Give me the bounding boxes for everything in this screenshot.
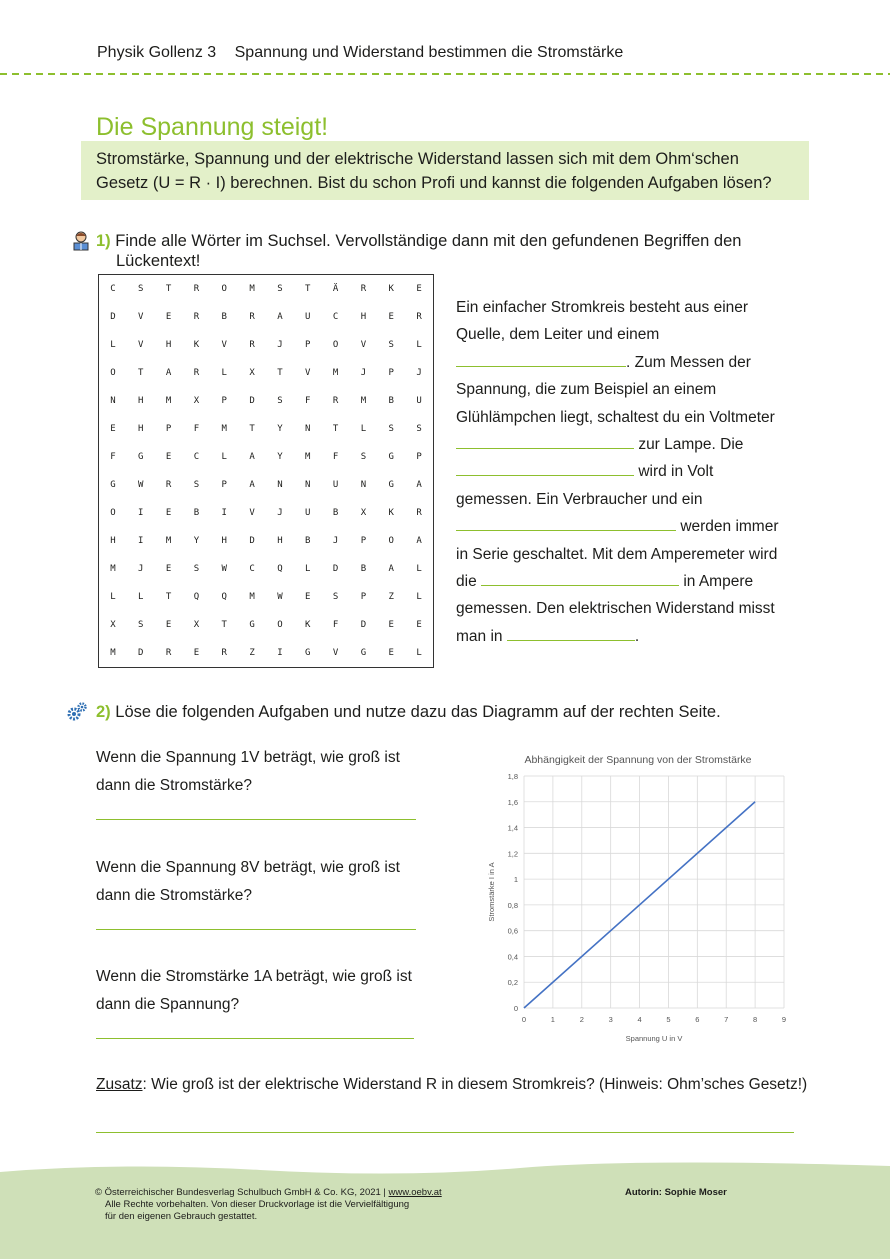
x-axis-label: Spannung U in V	[625, 1034, 683, 1043]
word-search-letter[interactable]: F	[110, 452, 116, 462]
word-search-letter[interactable]: L	[221, 452, 227, 462]
cloze-line: .	[634, 627, 640, 645]
word-search-letter[interactable]: J	[360, 368, 367, 378]
cloze-line: in Ampere	[683, 573, 754, 591]
word-search-letter[interactable]: D	[249, 396, 255, 406]
page-title: Die Spannung steigt!	[96, 113, 329, 141]
word-search-letter[interactable]: I	[138, 508, 144, 518]
word-search-letter[interactable]: P	[221, 396, 227, 406]
word-search-letter[interactable]: E	[165, 508, 172, 518]
word-search-letter[interactable]: D	[360, 620, 367, 630]
cloze-text	[456, 294, 796, 650]
x-tick-label: 6	[695, 1015, 700, 1024]
word-search-letter[interactable]: Q	[277, 564, 283, 574]
question-line: Wenn die Spannung 1V beträgt, wie groß ist	[96, 749, 400, 766]
answer-line[interactable]	[96, 1132, 794, 1133]
word-search-letter[interactable]: S	[138, 284, 144, 294]
word-search-letter[interactable]: D	[110, 312, 116, 322]
word-search-letter[interactable]: D	[332, 564, 339, 574]
word-search-letter[interactable]: J	[138, 564, 144, 574]
cloze-line: man in	[456, 627, 503, 645]
word-search-letter[interactable]: G	[305, 648, 311, 658]
word-search-letter[interactable]: V	[138, 312, 144, 322]
word-search-letter[interactable]: T	[305, 284, 311, 294]
word-search-letter[interactable]: H	[138, 396, 144, 406]
word-search-letter[interactable]: X	[110, 620, 116, 630]
word-search-letter[interactable]: P	[221, 480, 227, 490]
word-search-letter[interactable]: S	[360, 452, 367, 462]
word-search-letter[interactable]: S	[388, 340, 394, 350]
word-search-letter[interactable]: E	[165, 620, 172, 630]
word-search-letter[interactable]: L	[138, 592, 144, 602]
word-search-letter[interactable]: T	[249, 424, 255, 434]
word-search-letter[interactable]: B	[221, 312, 227, 322]
word-search-letter[interactable]: R	[249, 340, 255, 350]
header-topic: Spannung und Widerstand bestimmen die Stromstärke	[234, 44, 624, 61]
word-search-letter[interactable]: O	[277, 620, 283, 630]
intro-line-2: Gesetz (U = R · I) berechnen. Bist du schon Profi und kannst die folgenden Aufgaben lösen?	[96, 174, 772, 192]
word-search-letter[interactable]: F	[193, 424, 200, 434]
word-search-letter[interactable]: B	[360, 564, 367, 574]
footer-author: Autorin: Sophie Moser	[625, 1187, 727, 1198]
page-header	[97, 44, 623, 62]
word-search-letter[interactable]: L	[416, 592, 422, 602]
question-line: dann die Stromstärke?	[96, 777, 252, 794]
y-tick-label: 0,8	[507, 900, 518, 910]
word-search-letter[interactable]: V	[138, 340, 144, 350]
y-tick-label: 0,4	[507, 952, 518, 962]
word-search-letter[interactable]: T	[332, 424, 339, 434]
y-tick-label: 1,2	[507, 849, 518, 859]
y-tick-label: 0	[513, 1004, 518, 1013]
answer-line[interactable]	[96, 819, 416, 820]
word-search-letter[interactable]: U	[305, 312, 311, 322]
word-search-letter[interactable]: K	[388, 508, 394, 518]
word-search-letter[interactable]: E	[388, 648, 394, 658]
word-search-letter[interactable]: L	[416, 340, 422, 350]
word-search-letter[interactable]: B	[388, 396, 394, 406]
publisher-link[interactable]: www.oebv.at	[388, 1187, 442, 1198]
word-search-letter[interactable]: M	[305, 452, 311, 462]
word-search-letter[interactable]: P	[360, 592, 367, 602]
word-search-letter[interactable]: X	[193, 620, 200, 630]
word-search-letter[interactable]: V	[249, 508, 255, 518]
y-tick-label: 0,6	[507, 926, 518, 936]
word-search-letter[interactable]: L	[110, 340, 116, 350]
task2-text: Löse die folgenden Aufgaben und nutze dazu das Diagramm auf der rechten Seite.	[115, 703, 721, 721]
word-search-letter[interactable]: S	[277, 284, 283, 294]
word-search-letter[interactable]: L	[305, 564, 311, 574]
word-search-letter[interactable]: O	[332, 340, 339, 350]
word-search-letter[interactable]: X	[193, 396, 200, 406]
word-search-letter[interactable]: Z	[249, 648, 255, 658]
word-search-letter[interactable]: N	[360, 480, 367, 490]
cloze-line: . Zum Messen der	[626, 353, 751, 371]
word-search-letter[interactable]: R	[165, 648, 172, 658]
cloze-line: gemessen. Ein Verbraucher und ein	[456, 490, 703, 508]
word-search-letter[interactable]: F	[332, 452, 339, 462]
word-search-letter[interactable]: R	[165, 480, 172, 490]
word-search-letter[interactable]: G	[138, 452, 144, 462]
word-search-letter[interactable]: F	[305, 396, 311, 406]
x-tick-label: 4	[637, 1015, 642, 1024]
word-search-letter[interactable]: J	[332, 536, 339, 546]
word-search-letter[interactable]: P	[165, 424, 172, 434]
word-search-letter[interactable]: Q	[193, 592, 200, 602]
word-search-letter[interactable]: A	[388, 564, 394, 574]
word-search-letter[interactable]: R	[332, 396, 339, 406]
cloze-line: wird in Volt	[638, 463, 714, 481]
word-search-letter[interactable]: K	[193, 340, 200, 350]
word-search-letter[interactable]: A	[165, 368, 172, 378]
word-search-letter[interactable]: T	[221, 620, 227, 630]
word-search-letter[interactable]: M	[110, 648, 116, 658]
word-search-letter[interactable]: N	[277, 480, 283, 490]
x-tick-label: 5	[666, 1015, 671, 1024]
cloze-line: zur Lampe. Die	[638, 436, 744, 454]
word-search-letter[interactable]: N	[110, 396, 116, 406]
word-search-letter[interactable]: Z	[388, 592, 394, 602]
word-search-letter[interactable]: G	[388, 452, 394, 462]
word-search-letter[interactable]: R	[249, 312, 255, 322]
question-3	[96, 963, 426, 1019]
word-search-letter[interactable]: V	[221, 340, 227, 350]
y-tick-label: 1	[513, 875, 518, 885]
word-search-letter[interactable]: E	[305, 592, 311, 602]
word-search-letter[interactable]: A	[416, 480, 422, 490]
word-search-letter[interactable]: E	[165, 312, 172, 322]
word-search-letter[interactable]: M	[249, 592, 255, 602]
cloze-blank[interactable]	[456, 515, 676, 531]
word-search-letter[interactable]: T	[165, 284, 172, 294]
zusatz-question	[96, 1076, 807, 1094]
word-search-letter[interactable]: C	[249, 564, 255, 574]
student-reading-icon	[70, 230, 92, 252]
word-search-letter[interactable]: R	[416, 312, 422, 322]
word-search-letter[interactable]: E	[110, 424, 116, 434]
word-search-letter[interactable]: A	[277, 312, 283, 322]
word-search-letter[interactable]: M	[165, 396, 172, 406]
zusatz-label: Zusatz	[96, 1076, 143, 1093]
word-search-letter[interactable]: M	[249, 284, 255, 294]
x-tick-label: 0	[521, 1015, 527, 1024]
word-search-letter[interactable]: E	[388, 620, 394, 630]
word-search-letter[interactable]: G	[110, 480, 116, 490]
word-search-letter[interactable]: Ä	[332, 284, 339, 294]
word-search-letter[interactable]: H	[138, 424, 144, 434]
word-search-letter[interactable]: G	[388, 480, 394, 490]
word-search-letter[interactable]: L	[110, 592, 116, 602]
word-search-letter[interactable]: V	[305, 368, 311, 378]
word-search-letter[interactable]: R	[193, 368, 200, 378]
word-search-letter[interactable]: V	[360, 340, 367, 350]
word-search-letter[interactable]: B	[332, 508, 339, 518]
cloze-blank[interactable]	[456, 460, 634, 476]
word-search-letter[interactable]: M	[360, 396, 367, 406]
word-search-letter[interactable]: L	[360, 424, 367, 434]
word-search-letter[interactable]: A	[249, 452, 255, 462]
word-search-letter[interactable]: S	[193, 480, 200, 490]
word-search-letter[interactable]: W	[221, 564, 227, 574]
cloze-blank[interactable]	[456, 351, 626, 367]
word-search-letter[interactable]: J	[277, 508, 283, 518]
word-search-letter[interactable]: V	[332, 648, 339, 658]
word-search-letter[interactable]: M	[221, 424, 227, 434]
word-search-letter[interactable]: M	[110, 564, 116, 574]
word-search-letter[interactable]: M	[332, 368, 339, 378]
word-search-letter[interactable]: J	[277, 340, 283, 350]
word-search-letter[interactable]: S	[416, 424, 422, 434]
cloze-line: Spannung, die zum Beispiel an einem	[456, 381, 717, 399]
word-search-letter[interactable]: A	[416, 536, 422, 546]
cloze-blank[interactable]	[481, 570, 679, 586]
word-search-letter[interactable]: O	[221, 284, 227, 294]
x-tick-label: 7	[724, 1015, 729, 1024]
question-line: Wenn die Stromstärke 1A beträgt, wie groß ist	[96, 968, 412, 985]
cloze-line: gemessen. Den elektrischen Widerstand misst	[456, 600, 775, 618]
word-search-letter[interactable]: O	[110, 508, 116, 518]
word-search-letter[interactable]: X	[249, 368, 255, 378]
word-search-letter[interactable]: B	[305, 536, 311, 546]
question-2	[96, 854, 426, 910]
word-search-letter[interactable]: G	[249, 620, 255, 630]
word-search-letter[interactable]: U	[332, 480, 339, 490]
cloze-line: Ein einfacher Stromkreis besteht aus einer	[456, 299, 749, 316]
word-search-letter[interactable]: O	[110, 368, 116, 378]
word-search-letter[interactable]: D	[138, 648, 144, 658]
cloze-blank[interactable]	[456, 433, 634, 449]
word-search-letter[interactable]: I	[138, 536, 144, 546]
word-search-letter[interactable]: S	[388, 424, 394, 434]
word-search-letter[interactable]: E	[165, 564, 172, 574]
word-search-letter[interactable]: O	[388, 536, 394, 546]
word-search-grid	[98, 274, 434, 668]
word-search-letter[interactable]: K	[388, 284, 394, 294]
word-search-letter[interactable]: F	[332, 620, 339, 630]
y-tick-label: 1,8	[507, 772, 518, 781]
y-tick-label: 0,2	[507, 978, 518, 988]
word-search-letter[interactable]: E	[165, 452, 172, 462]
x-tick-label: 8	[753, 1015, 758, 1024]
word-search-letter[interactable]: Y	[193, 536, 200, 546]
word-search-letter[interactable]: H	[165, 340, 172, 350]
header-divider	[0, 72, 890, 76]
cloze-line: werden immer	[680, 518, 779, 536]
word-search-letter[interactable]: S	[332, 592, 339, 602]
question-line: Wenn die Spannung 8V beträgt, wie groß ist	[96, 859, 400, 876]
word-search-letter[interactable]: W	[138, 480, 144, 490]
word-search-letter[interactable]: T	[165, 592, 172, 602]
task1-line-2: Lückentext!	[116, 252, 201, 270]
word-search-letter[interactable]: P	[416, 452, 422, 462]
word-search-letter[interactable]: I	[277, 648, 283, 658]
word-search-letter[interactable]: N	[305, 480, 311, 490]
word-search-letter[interactable]: B	[193, 508, 200, 518]
x-tick-label: 2	[579, 1015, 584, 1024]
word-search-letter[interactable]: H	[360, 312, 367, 322]
task2-heading	[96, 702, 721, 722]
rights-line: Alle Rechte vorbehalten. Von dieser Druckvorlage ist die Vervielfältigung	[105, 1199, 410, 1210]
question-line: dann die Stromstärke?	[96, 887, 252, 904]
answer-line[interactable]	[96, 929, 416, 930]
gears-icon	[66, 701, 88, 723]
question-line: dann die Spannung?	[96, 996, 240, 1013]
footer-copyright	[95, 1187, 442, 1223]
word-search-letter[interactable]: E	[388, 312, 394, 322]
word-search-letter[interactable]: K	[305, 620, 311, 630]
x-tick-label: 3	[608, 1015, 613, 1024]
voltage-current-chart	[478, 744, 798, 1054]
chart-title: Abhängigkeit der Spannung von der Stromstärke	[524, 754, 752, 766]
word-search-letter[interactable]: H	[221, 536, 227, 546]
task1-heading	[96, 231, 741, 271]
x-tick-label: 9	[781, 1015, 787, 1024]
task1-line-1: Finde alle Wörter im Suchsel. Vervollständige dann mit den gefundenen Begriffen den	[115, 232, 742, 250]
task2-number: 2)	[96, 703, 111, 721]
word-search-letter[interactable]: R	[360, 284, 367, 294]
word-search-letter[interactable]: L	[416, 648, 422, 658]
word-search-letter[interactable]: C	[193, 452, 200, 462]
word-search-letter[interactable]: W	[277, 592, 283, 602]
cloze-line: Glühlämpchen liegt, schaltest du ein Voltmeter	[456, 408, 775, 426]
word-search-letter[interactable]: T	[277, 368, 283, 378]
answer-line[interactable]	[96, 1038, 414, 1039]
word-search-letter[interactable]: R	[221, 648, 227, 658]
cloze-blank[interactable]	[507, 625, 635, 641]
word-search-letter[interactable]: G	[360, 648, 367, 658]
word-search-letter[interactable]: Y	[277, 452, 283, 462]
intro-box	[81, 141, 809, 200]
word-search-letter[interactable]: P	[388, 368, 394, 378]
word-search-letter[interactable]: C	[110, 284, 116, 294]
word-search-letter[interactable]: D	[249, 536, 255, 546]
book-title: Physik Gollenz 3	[97, 44, 217, 61]
word-search-letter[interactable]: R	[193, 284, 200, 294]
zusatz-text: : Wie groß ist der elektrische Widerstand R in diesem Stromkreis? (Hinweis: Ohm’sches Gesetz!)	[142, 1076, 808, 1093]
word-search-letter[interactable]: I	[221, 508, 227, 518]
word-search-letter[interactable]: E	[416, 284, 422, 294]
question-1	[96, 744, 426, 800]
word-search-letter[interactable]: H	[110, 536, 116, 546]
intro-line-1: Stromstärke, Spannung und der elektrische Widerstand lassen sich mit dem Ohm‘schen	[96, 150, 739, 168]
y-tick-label: 1,4	[507, 823, 518, 833]
task1-number: 1)	[96, 232, 111, 250]
word-search-letter[interactable]: C	[332, 312, 339, 322]
x-tick-label: 1	[550, 1015, 555, 1024]
word-search-letter[interactable]: X	[360, 508, 367, 518]
word-search-letter[interactable]: S	[277, 396, 283, 406]
rights-line: für den eigenen Gebrauch gestattet.	[105, 1211, 258, 1222]
y-tick-label: 1,6	[507, 797, 518, 807]
word-search-letter[interactable]: L	[416, 564, 422, 574]
word-search-letter[interactable]: E	[416, 620, 422, 630]
word-search-letter[interactable]: P	[305, 340, 311, 350]
cloze-line: in Serie geschaltet. Mit dem Amperemeter wird	[456, 545, 778, 563]
cloze-line: Quelle, dem Leiter und einem	[456, 326, 660, 344]
word-search-letter[interactable]: S	[193, 564, 200, 574]
word-search-letter[interactable]: E	[193, 648, 200, 658]
word-search-letter[interactable]: Q	[221, 592, 227, 602]
word-search-letter[interactable]: S	[138, 620, 144, 630]
word-search-letter[interactable]: T	[138, 368, 144, 378]
word-search-letter[interactable]: H	[277, 536, 283, 546]
word-search-letter[interactable]: U	[416, 396, 422, 406]
word-search-letter[interactable]: R	[193, 312, 200, 322]
word-search-letter[interactable]: U	[305, 508, 311, 518]
word-search-letter[interactable]: L	[221, 368, 227, 378]
y-axis-label: Stromstärke I in A	[487, 862, 496, 922]
word-search-letter[interactable]: N	[305, 424, 311, 434]
word-search-letter[interactable]: Y	[277, 424, 283, 434]
copyright-text: © Österreichischer Bundesverlag Schulbuch GmbH & Co. KG, 2021 |	[95, 1187, 386, 1198]
word-search-letter[interactable]: J	[416, 368, 422, 378]
word-search-letter[interactable]: A	[249, 480, 255, 490]
word-search-letter[interactable]: M	[165, 536, 172, 546]
word-search-letter[interactable]: R	[416, 508, 422, 518]
word-search-letter[interactable]: P	[360, 536, 367, 546]
cloze-line: die	[456, 573, 477, 591]
